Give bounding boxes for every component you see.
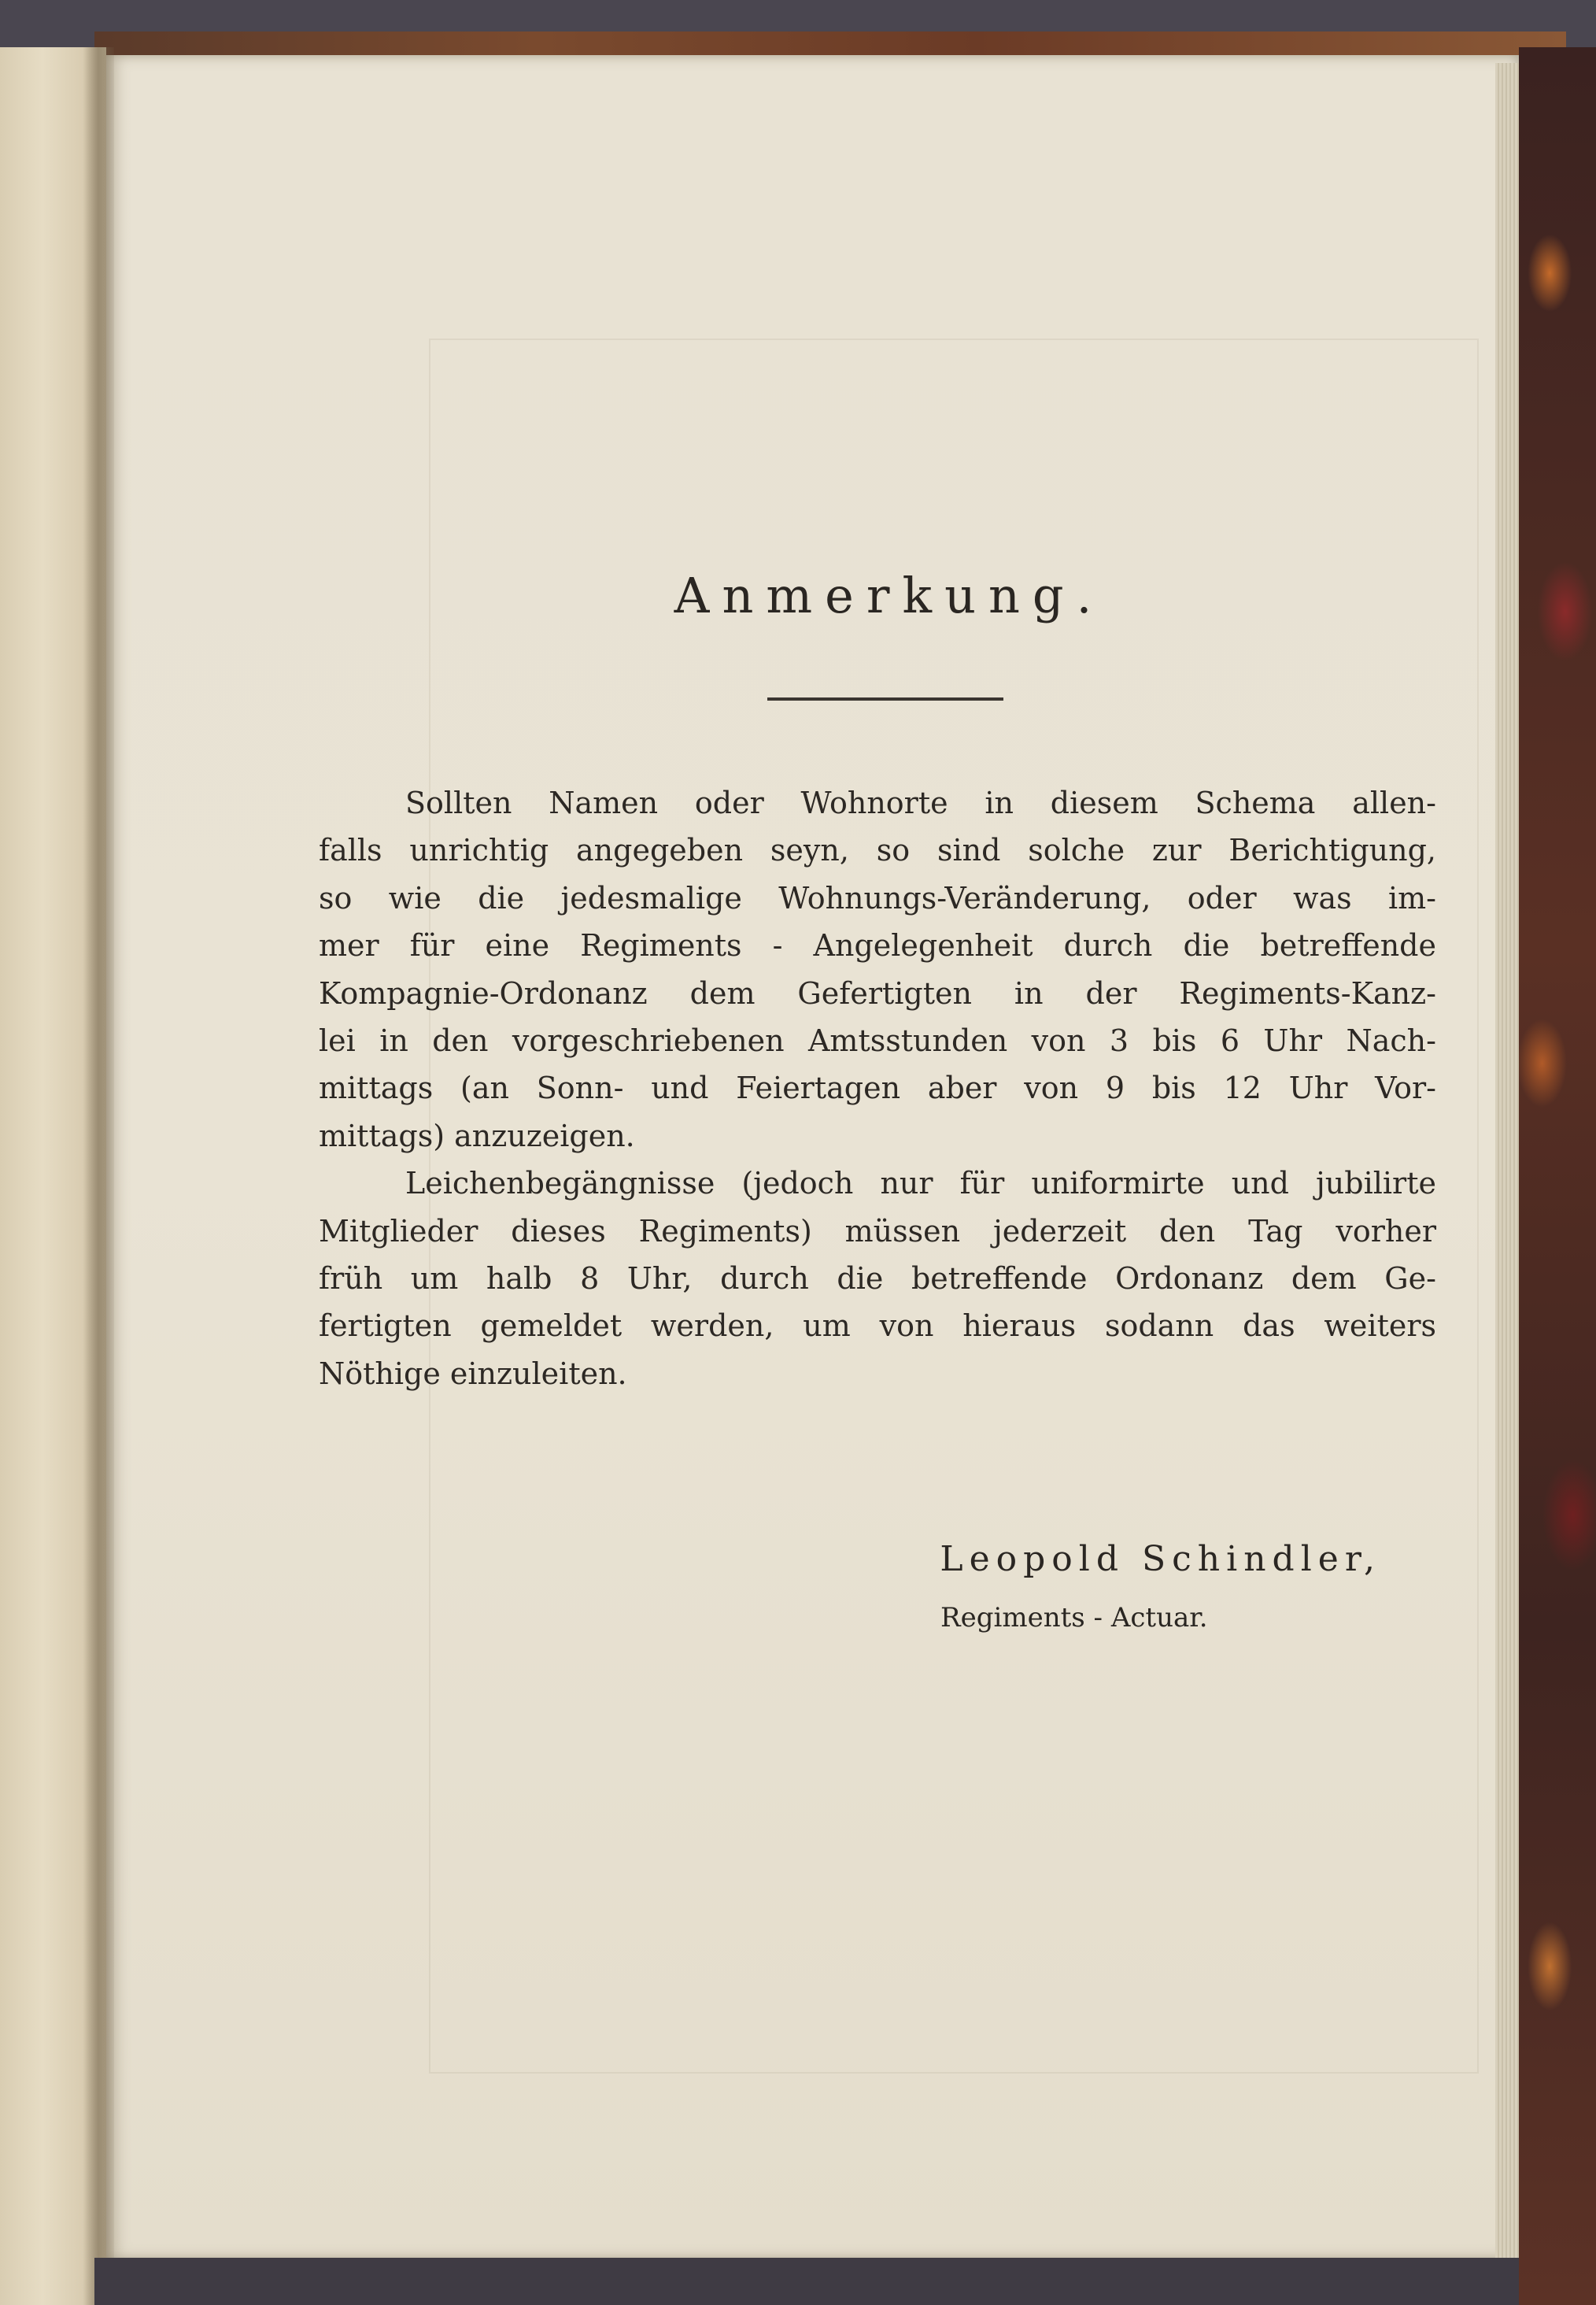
body-text xyxy=(319,779,1436,1397)
text-line: Sollten Namen oder Wohnorte in diesem Schema allen- xyxy=(405,786,1436,820)
title-rule-divider xyxy=(767,697,1003,701)
text-line: früh um halb 8 Uhr, durch die betreffende Ordonanz dem Ge- xyxy=(319,1260,1436,1296)
paragraph-1 xyxy=(319,779,1436,1160)
text-line: Leichenbegängnisse (jedoch nur für uniformirte und jubilirte xyxy=(405,1166,1436,1201)
text-line: Mitglieder dieses Regiments) müssen jederzeit den Tag vorher xyxy=(319,1213,1436,1249)
paragraph-2 xyxy=(319,1160,1436,1397)
text-line: falls unrichtig angegeben seyn, so sind solche zur Berichtigung, xyxy=(319,833,1436,868)
text-line: lei in den vorgeschriebenen Amtsstunden von 3 bis 6 Uhr Nach- xyxy=(319,1023,1436,1058)
text-line: mittags (an Sonn- und Feiertagen aber von 9 bis 12 Uhr Vor- xyxy=(319,1071,1436,1106)
page-stack-edge xyxy=(1495,63,1519,2259)
marbled-book-edge xyxy=(1519,47,1596,2305)
text-line: fertigten gemeldet werden, um von hieraus sodann das weiters xyxy=(319,1308,1436,1344)
text-line: Nöthige einzuleiten. xyxy=(319,1356,627,1391)
text-line: Kompagnie-Ordonanz dem Gefertigten in der Regiments-Kanz- xyxy=(319,975,1436,1011)
text-line: so wie die jedesmalige Wohnungs-Veränderung, oder was im- xyxy=(319,880,1436,916)
text-line: mer für eine Regiments - Angelegenheit durch die betreffende xyxy=(319,928,1436,964)
text-line: mittags) anzuzeigen. xyxy=(319,1118,635,1153)
signature-title: Regiments - Actuar. xyxy=(940,1602,1208,1633)
page-gutter xyxy=(83,47,114,2305)
bottom-background xyxy=(94,2258,1519,2305)
page-title: Anmerkung. xyxy=(674,567,1105,624)
signature-name: Leopold Schindler, xyxy=(940,1539,1381,1579)
